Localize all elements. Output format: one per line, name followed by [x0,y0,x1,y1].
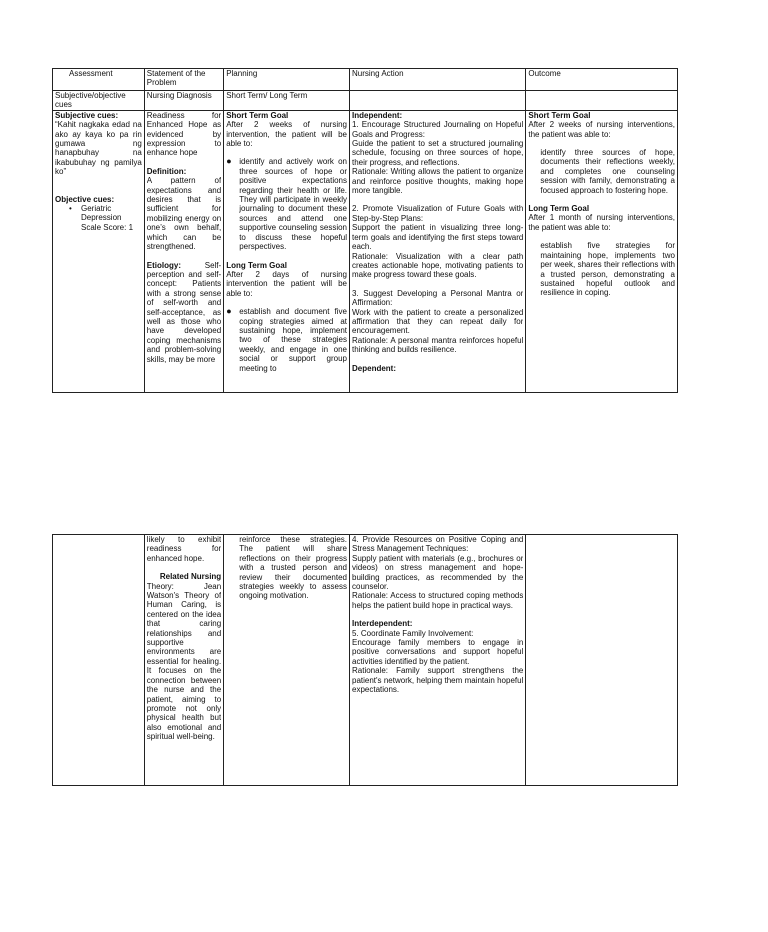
action-3-body: Work with the patient to create a personalized affirmation that they can repeat daily for encouragement. [352,307,524,336]
action-3-title: 3. Suggest Developing a Personal Mantra or Affirmation: [352,288,524,308]
subheader-assessment: Subjective/objective cues [53,91,145,111]
outcome-cell-continued [526,535,678,786]
action-2-body: Support the patient in visualizing three long-term goals and identifying the first steps toward each. [352,223,524,252]
header-assessment [53,69,145,91]
dependent-label: Dependent: [352,363,396,373]
action-4-rationale: Rationale: Access to structured coping methods helps the patient build hope in practical ways. [352,591,524,610]
bullet-icon: ● [226,156,232,167]
outcome-cell [526,110,678,392]
long-term-goal-text: establish and document five coping strategies aimed at sustaining hope, implement two of these strategies weekly, and engage in one social or support group meeting to [239,307,347,373]
action-4-title: 4. Provide Resources on Positive Coping and Stress Management Techniques: [352,535,524,554]
action-3-rationale: Rationale: A personal mantra reinforces hopeful thinking and builds resilience. [352,335,524,355]
subjective-quote: “Kahit nagkaka edad na ako ay kaya ko pa rin gumawa ng hanapbuhay na ikabubuhay ng pamilya ko” [55,120,142,177]
subheader-action [350,91,526,111]
action-1-title [352,120,523,139]
action-1-body: Guide the patient to set a structured journaling schedule, focusing on three sources of hope, their progress, and reflections. [352,139,524,167]
definition-text: A pattern of expectations and desires that is sufficient for mobilizing energy on one’s own behalf, which can be strengthened. [146,176,222,252]
nursing-diagnosis: Readiness for Enhanced Hope as evidenced by expression to enhance hope [146,110,222,158]
long-term-goal-item [226,307,347,373]
outcome-long-term-label: Long Term Goal [528,204,590,214]
outcome-long-term-text: establish five strategies for maintaining hope, implements two per week, shares their reflections with a trusted person, demonstrating a sustained hopeful outlook and resilience in coping. [540,241,675,298]
etiology-continued: likely to exhibit readiness for enhanced hope. [146,535,222,563]
outcome-short-term-intro: After 2 weeks of nursing interventions, the patient was able to: [528,120,675,139]
assessment-cell [53,110,145,392]
subheader-planning: Short Term/ Long Term [224,91,350,111]
action-cell [350,110,526,392]
care-plan-table-page-2 [52,534,678,786]
interdependent-label: Interdependent: [352,619,413,629]
outcome-short-term-text: identify three sources of hope, documents their reflections weekly, and completes one counseling session with family, demonstrating a focused approach to fostering hope. [540,148,675,195]
action-4-body: Supply patient with materials (e.g., brochures or videos) on stress management and hope-building practices, as recommended by the counselor. [352,553,524,592]
header-row [53,69,678,91]
related-nursing-theory-text: Theory: Jean Watson's Theory of Human Caring, is centered on the idea that caring relationships and supportive environments are essential for healing. It focuses on the connection between the nurse and the patient, aiming to promote not only physical health but also emotional and spiritual well-being. [146,581,222,742]
long-term-goal-continued: reinforce these strategies. The patient will share reflections on their progress with a trusted person and review their documented strategies weekly to assess ongoing motivation. [239,535,347,601]
objective-cues-label: Objective cues: [55,194,115,204]
problem-cell-continued [144,535,223,786]
objective-cue-item [55,204,142,232]
header-problem: Statement of the Problem [144,69,223,91]
definition-label: Definition: [146,166,187,176]
subheader-problem: Nursing Diagnosis [144,91,223,111]
assessment-cell-continued [53,535,145,786]
bullet-icon: • [69,204,72,214]
planning-cell [224,110,350,392]
care-plan-table-page-1 [52,68,678,393]
action-5-body: Encourage family members to engage in positive conversations and support hopeful activities identified by the patient. [352,638,524,666]
action-2-title: 2. Promote Visualization of Future Goals with Step-by-Step Plans: [352,204,524,223]
action-cell-continued [350,535,526,786]
header-assessment-text: Assessment [69,69,113,78]
outcome-short-term-label: Short Term Goal [528,110,591,120]
subheader-outcome [526,91,678,111]
bullet-icon: ● [226,306,232,317]
independent-label: Independent: [352,110,403,120]
short-term-intro: After 2 weeks of nursing intervention, the patient will be able to: [226,120,347,149]
etiology [147,261,221,364]
action-5-rationale: Rationale: Family support strengthens the patient's network, helping them maintain hopeful expectations. [352,666,524,695]
subheader-row [53,91,678,111]
header-action: Nursing Action [350,69,526,91]
action-1-title-text: 1. Encourage Structured Journaling on Hopeful Goals and Progress: [352,120,524,139]
long-term-goal-label: Long Term Goal [226,260,287,270]
short-term-goal-label: Short Term Goal [226,110,289,120]
objective-cue-text: Geriatric Depression Scale Score: 1 [81,204,134,232]
outcome-long-term-intro: After 1 month of nursing interventions, the patient was able to: [528,213,675,232]
continuation-row [53,535,678,786]
action-1-rationale: Rationale: Writing allows the patient to organize and reinforce positive thoughts, making hope more tangible. [352,167,524,196]
etiology-text: Self-perception and self-concept: Patients with a strong sense of self-worth and self-acceptance, as well as those who have developed coping mechanisms and problem-solving skills, may be more [146,260,222,364]
long-term-intro: After 2 days of nursing intervention the patient will be able to: [226,269,347,298]
etiology-label: Etiology: [146,260,181,270]
header-outcome: Outcome [526,69,678,91]
short-term-goal-text: identify and actively work on three sources of hope or positive expectations regarding their health or life. They will participate in weekly journaling to document these sources and attend one supportive counseling session to discuss these hopeful perspectives. [239,157,347,252]
related-nursing-theory-label: Related Nursing [159,572,222,582]
header-planning: Planning [224,69,350,91]
short-term-goal-item [226,157,347,251]
planning-cell-continued [224,535,350,786]
problem-cell [144,110,223,392]
subjective-cues-label: Subjective cues: [55,110,119,120]
content-row [53,110,678,392]
action-5-title: 5. Coordinate Family Involvement: [352,628,474,638]
action-2-rationale: Rationale: Visualization with a clear path creates actionable hope, motivating patients to make progress toward these goals. [352,251,524,280]
